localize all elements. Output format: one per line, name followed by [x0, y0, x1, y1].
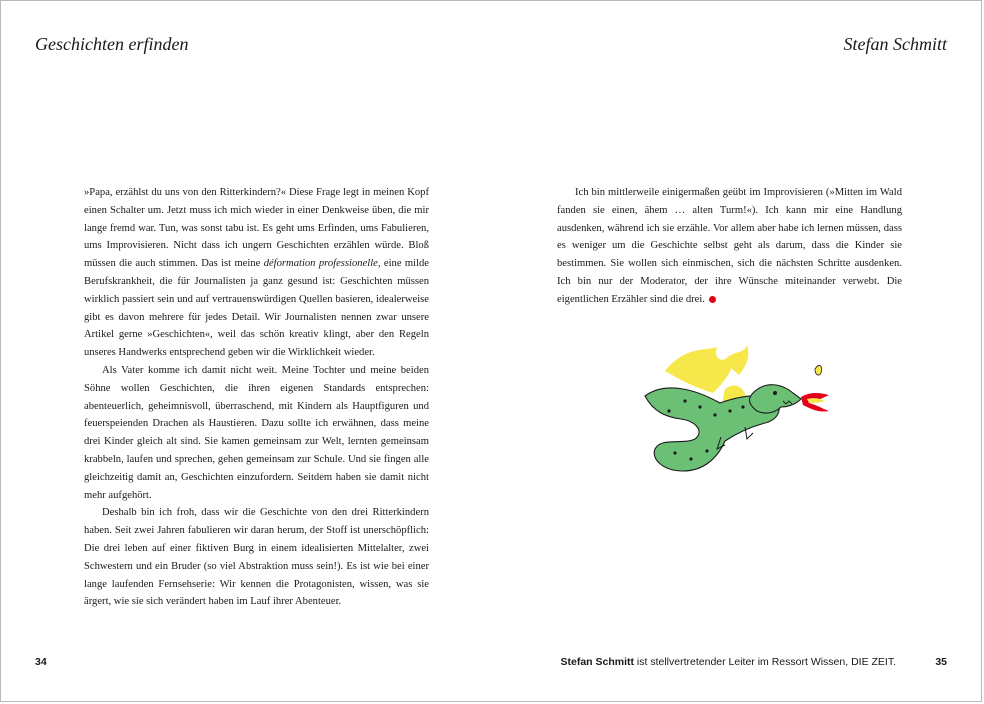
italic-term: déformation professionelle [263, 258, 378, 270]
paragraph-3: Deshalb bin ich froh, dass wir die Geschichte von den drei Ritterkindern haben. Seit zwei Jahren fabulieren wir daran herum, der Stoff ist unerschöpflich: Die drei leben auf einer fiktiven Burg in einem idealisierten Mittelalter, zwei Schwestern und ein Bruder (so viel Abstraktion muss sein!). Es ist wie bei einer lange laufenden Fernsehserie: Wir kennen die Protagonisten, wissen, was sie ärgert, wie sie sich verändert haben im Lauf ihrer Abenteuer. [84, 507, 429, 608]
author-bio: ist stellvertretender Leiter im Ressort Wissen, DIE ZEIT. [636, 656, 896, 668]
paragraph-1: »Papa, erzählst du uns von den Ritterkindern?« Diese Frage legt in meinen Kopf einen Schalter um. Jetzt muss ich mich wieder in einer Denkweise üben, die mir lange fremd war. Tun, was sonst tabu ist. Es geht ums Erfinden, ums Fabulieren, ums Improvisieren. Nicht dass ich ungern Geschichten erzählen würde. Bloß müssen die auch stimmen. Das ist meine déformation professionelle, eine milde Berufskrankheit, die für Journalisten ja ganz gesund ist: Geschichten müssen wirklich passiert sein und auf vertrauenswürdigen Quellen basieren, idealerweise gibt es davon mehrere für jedes Detail. Wir Journalisten nennen zwar unsere Artikel gerne »Geschichten«, weil das schön kreativ klingt, aber den Regeln unseres Handwerks entsprechend geben wir die Wirklichkeit wieder. [84, 187, 429, 359]
page-number-right: 35 [935, 656, 947, 668]
end-mark-dot [709, 296, 716, 303]
author-credit [560, 656, 896, 668]
paragraph-4: Ich bin mittlerweile einigermaßen geübt im Improvisieren (»Mitten im Wald fanden sie einen, ähem … alten Turm!«). Ich kann mir eine Handlung ausdenken, während ich sie erzähle. Vor allem aber habe ich lernen müssen, dass es weniger um die Geschichte selbst geht als darum, dass die Kinder sie bestimmen. Sie wollen sich einmischen, sich die nächsten Schritte ausdenken. Ich bin nur der Moderator, der ihre Wünsche miteinander verwebt. Die eigentlichen Erzähler sind die drei. [557, 187, 902, 305]
running-head-right: Stefan Schmitt [843, 34, 947, 54]
paragraph-2: Als Vater komme ich damit nicht weit. Meine Tochter und meine beiden Söhne wollen Geschichten, die ihren eigenen Standards entsprechen: abenteuerlich, geheimnisvoll, überraschend, mit Kindern als Hauptfiguren und feuerspeienden Drachen als Haustieren. Dazu sollte ich erwähnen, dass meine drei Kinder gleich alt sind. Sie kamen gemeinsam zur Welt, lernten gemeinsam krabbeln, laufen und sprechen, gehen gemeinsam zur Schule. Und sie fingen alle gleichzeitig damit an, Geschichten einzufordern. Seitdem haben sie damit nicht mehr aufgehört. [84, 364, 429, 501]
running-head-left: Geschichten erfinden [35, 34, 189, 54]
right-column-text [557, 184, 902, 309]
left-column-text [84, 184, 429, 611]
dragon-illustration [625, 341, 835, 476]
page-number-left: 34 [35, 656, 47, 668]
author-name: Stefan Schmitt [560, 656, 634, 668]
